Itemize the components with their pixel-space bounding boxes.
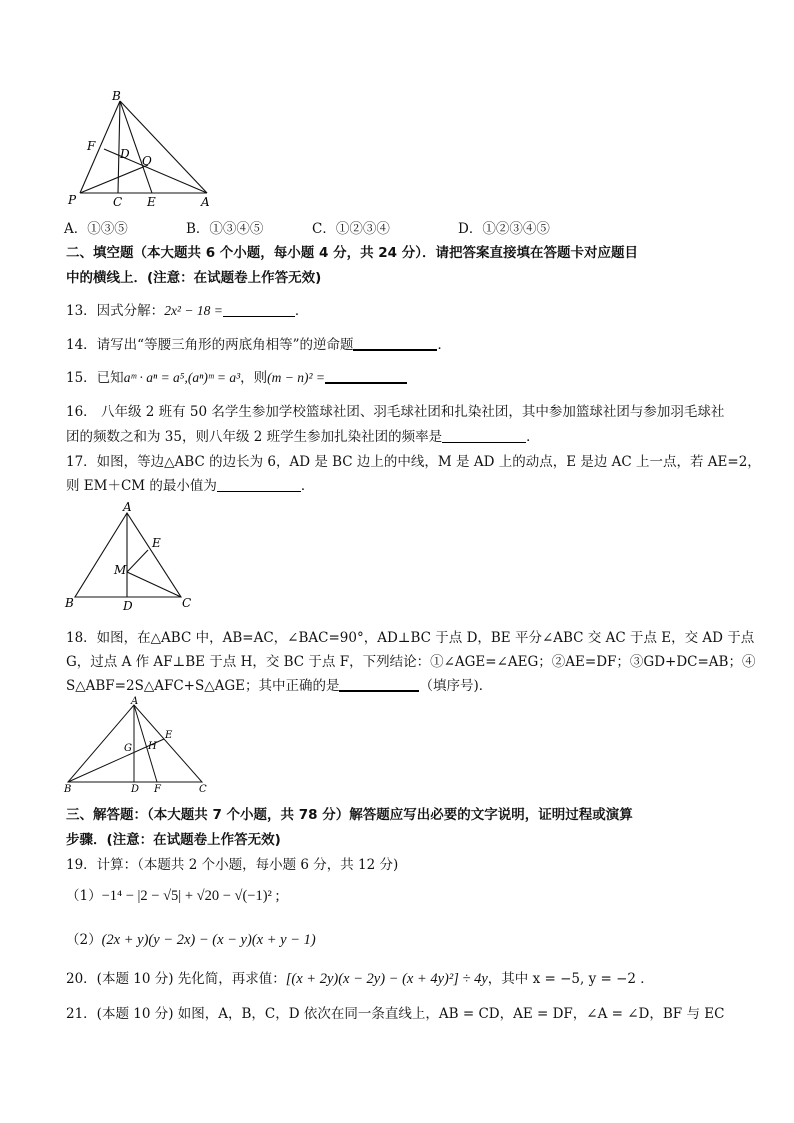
q19-part2-label: （2） [66, 932, 102, 948]
q15-prefix: 15．已知 [66, 370, 124, 386]
q21-text: 21．(本题 10 分) 如图，A，B，C，D 依次在同一条直线上，AB = CD，AE = DF，∠A = ∠D，BF 与 EC [66, 1006, 725, 1022]
q19-part2-expression: (2x + y)(y − 2x) − (x − y)(x + y − 1) [101, 932, 316, 948]
q12-options [64, 217, 584, 235]
q17-line1: 17．如图，等边△ABC 的边长为 6，AD 是 BC 边上的中线，M 是 AD 上的动点，E 是边 AC 上一点，若 AE=2， [66, 454, 761, 470]
q15-mid: ，则 [240, 370, 268, 386]
fig12-label-E: E [147, 195, 156, 209]
q18-line2: G，过点 A 作 AF⊥BE 于点 H，交 BC 于点 F，下列结论：①∠AGE=∠AEG；②AE=DF；③GD+DC=AB；④ [66, 654, 756, 670]
q16-suffix: ． [526, 429, 540, 445]
fig18-label-C: C [199, 784, 207, 795]
fig17-label-A: A [123, 500, 132, 514]
q15-condition: aᵐ · aⁿ = a⁵,(aⁿ)ᵐ = a³ [123, 370, 241, 385]
fig18-label-A: A [131, 696, 139, 707]
section3-heading-line2: 步骤．(注意：在试题卷上作答无效) [66, 832, 281, 848]
question-14 [66, 333, 451, 353]
q18-suffix: （填序号)． [419, 678, 493, 694]
q17-figure [60, 500, 205, 615]
q19-part2 [66, 928, 316, 949]
q19-part1-label: （1） [66, 888, 102, 904]
q14-answer-blank [353, 335, 437, 351]
fig12-label-A: A [201, 195, 210, 209]
section2-heading-line2: 中的横线上．(注意：在试题卷上作答无效) [66, 270, 322, 286]
q17-line2-text: 则 EM＋CM 的最小值为 [66, 478, 217, 494]
question-20 [66, 967, 654, 988]
q20-suffix: ，其中 x = −5, y = −2 ． [487, 971, 654, 987]
q14-suffix: ． [437, 337, 451, 353]
question-16-line2 [66, 425, 540, 445]
section3-heading-line1: 三、解答题：（本大题共 7 个小题，共 78 分）解答题应写出必要的文字说明，证明过程或演算 [66, 807, 633, 823]
question-18-line3 [66, 674, 492, 694]
q17-answer-blank [217, 477, 301, 492]
q16-line1: 16． 八年级 2 班有 50 名学生参加学校篮球社团、羽毛球社团和扎染社团，其中参加篮球社团与参加羽毛球社 [66, 404, 725, 420]
fig18-label-G: G [124, 743, 132, 754]
q12-option-a: A．①③⑤ [64, 221, 128, 237]
fig18-label-B: B [64, 784, 72, 795]
question-13 [66, 299, 308, 319]
q19-part1-expression: −1⁴ − |2 − √5| + √20 − √(−1)² ; [101, 888, 280, 904]
q13-expression: 2x² − 18 = [164, 303, 223, 318]
q18-answer-blank [339, 676, 419, 692]
q18-line3-text: S△ABF=2S△AFC+S△AGE；其中正确的是 [66, 678, 340, 694]
fig18-label-H: H [148, 741, 157, 752]
q19-part1 [66, 884, 280, 905]
fig17-label-C: C [182, 596, 192, 610]
q12-figure [60, 88, 220, 210]
q13-prefix: 13．因式分解： [66, 303, 165, 319]
q12-option-c: C．①②③④ [312, 221, 390, 237]
q15-expression: (m − n)² = [267, 370, 326, 385]
q12-option-d: D．①②③④⑤ [458, 221, 550, 237]
q17-suffix: ． [300, 478, 315, 494]
q13-answer-blank [223, 302, 295, 317]
question-15 [66, 366, 407, 386]
q14-text: 14．请写出“等腰三角形的两底角相等”的逆命题 [66, 337, 354, 353]
q20-expression: [(x + 2y)(x − 2y) − (x + 4y)²] ÷ 4y [285, 971, 488, 987]
question-17-line2 [66, 474, 314, 494]
q12-option-b: B．①③④⑤ [186, 221, 264, 237]
fig12-label-F: F [87, 139, 96, 153]
fig12-label-B: B [112, 89, 121, 103]
fig17-label-M: M [114, 563, 127, 577]
fig12-label-O: O [142, 154, 152, 168]
q20-prefix: 20．(本题 10 分) 先化简，再求值： [66, 971, 286, 987]
fig17-label-B: B [65, 596, 74, 610]
q13-suffix: ． [294, 303, 309, 319]
q15-answer-blank [325, 368, 407, 384]
fig18-label-E: E [165, 730, 173, 741]
fig17-label-E: E [152, 536, 161, 550]
fig12-label-P: P [68, 193, 77, 207]
q16-line2-text: 团的频数之和为 35，则八年级 2 班学生参加扎染社团的频率是 [66, 429, 443, 445]
fig12-label-D: D [120, 147, 130, 161]
q18-figure [60, 696, 220, 796]
q19-title: 19．计算：（本题共 2 个小题，每小题 6 分，共 12 分) [66, 857, 399, 873]
fig17-label-D: D [123, 599, 133, 613]
fig18-label-F: F [154, 784, 161, 795]
section2-heading-line1: 二、填空题（本大题共 6 个小题，每小题 4 分，共 24 分）．请把答案直接填在答题卡对应题目 [66, 245, 639, 261]
q18-line1: 18．如图，在△ABC 中，AB=AC，∠BAC=90°，AD⊥BC 于点 D，BE 平分∠ABC 交 AC 于点 E，交 AD 于点 [66, 630, 755, 646]
fig12-label-C: C [113, 195, 123, 209]
q16-answer-blank [442, 428, 526, 443]
fig18-label-D: D [131, 784, 140, 795]
